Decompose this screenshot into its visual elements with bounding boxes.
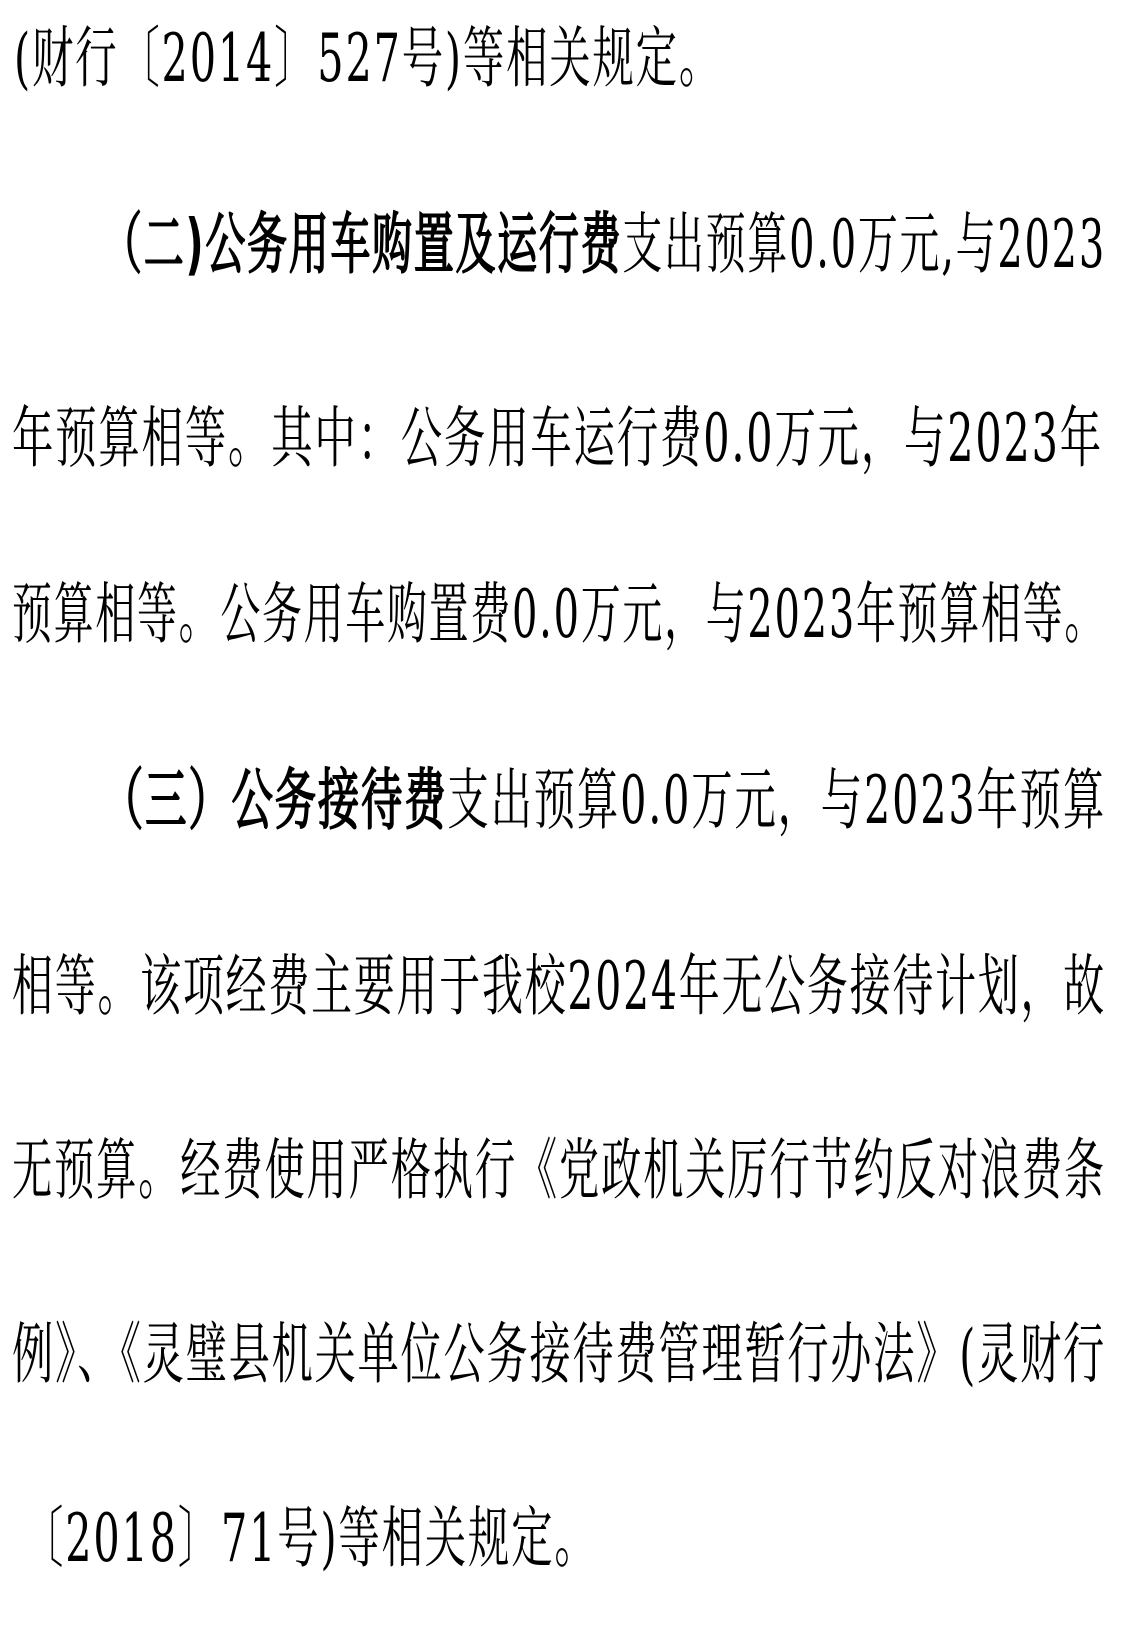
paragraph-line-6 xyxy=(12,926,1146,1046)
line-5-segment-2: 支出预算0.0万元，与2023年预算 xyxy=(447,760,1106,840)
section-heading-reception: （三）公务接待费 xyxy=(102,760,448,840)
paragraph-line-5 xyxy=(102,740,1146,860)
line-6-segment-1: 相等。该项经费主要用于我校2024年无公务接待计划，故 xyxy=(12,946,1106,1026)
section-heading-vehicle: （二)公务用车购置及运行费 xyxy=(102,204,623,284)
paragraph-line-1 xyxy=(14,0,1146,118)
line-3-segment-1: 年预算相等。其中：公务用车运行费0.0万元，与2023年 xyxy=(12,398,1104,478)
line-7-text xyxy=(12,1083,1106,1257)
line-1-text xyxy=(14,0,722,145)
line-6-text xyxy=(12,899,1106,1073)
line-8-segment-1: 例》、《灵璧县机关单位公务接待费管理暂行办法》(灵财行 xyxy=(12,1314,1106,1394)
line-8-text xyxy=(12,1267,1106,1441)
paragraph-line-2 xyxy=(102,184,1146,304)
line-5-text xyxy=(102,713,1106,887)
paragraph-line-7 xyxy=(12,1110,1146,1230)
line-7-segment-1: 无预算。经费使用严格执行《党政机关厉行节约反对浪费条 xyxy=(12,1130,1106,1210)
line-3-text xyxy=(12,351,1103,525)
line-4-text xyxy=(12,527,1106,701)
paragraph-line-9 xyxy=(22,1478,1146,1598)
line-9-segment-1: 〔2018〕71号)等相关规定。 xyxy=(22,1498,598,1578)
paragraph-line-3 xyxy=(12,378,1146,498)
paragraph-line-4 xyxy=(12,554,1146,674)
line-9-text xyxy=(22,1451,598,1625)
line-1-segment-1: (财行〔2014〕527号)等相关规定。 xyxy=(14,18,723,98)
line-2-text xyxy=(102,157,1106,331)
paragraph-line-8 xyxy=(12,1294,1146,1414)
line-2-segment-2: 支出预算0.0万元,与2023 xyxy=(622,204,1106,284)
line-4-segment-1: 预算相等。公务用车购置费0.0万元，与2023年预算相等。 xyxy=(12,574,1106,654)
